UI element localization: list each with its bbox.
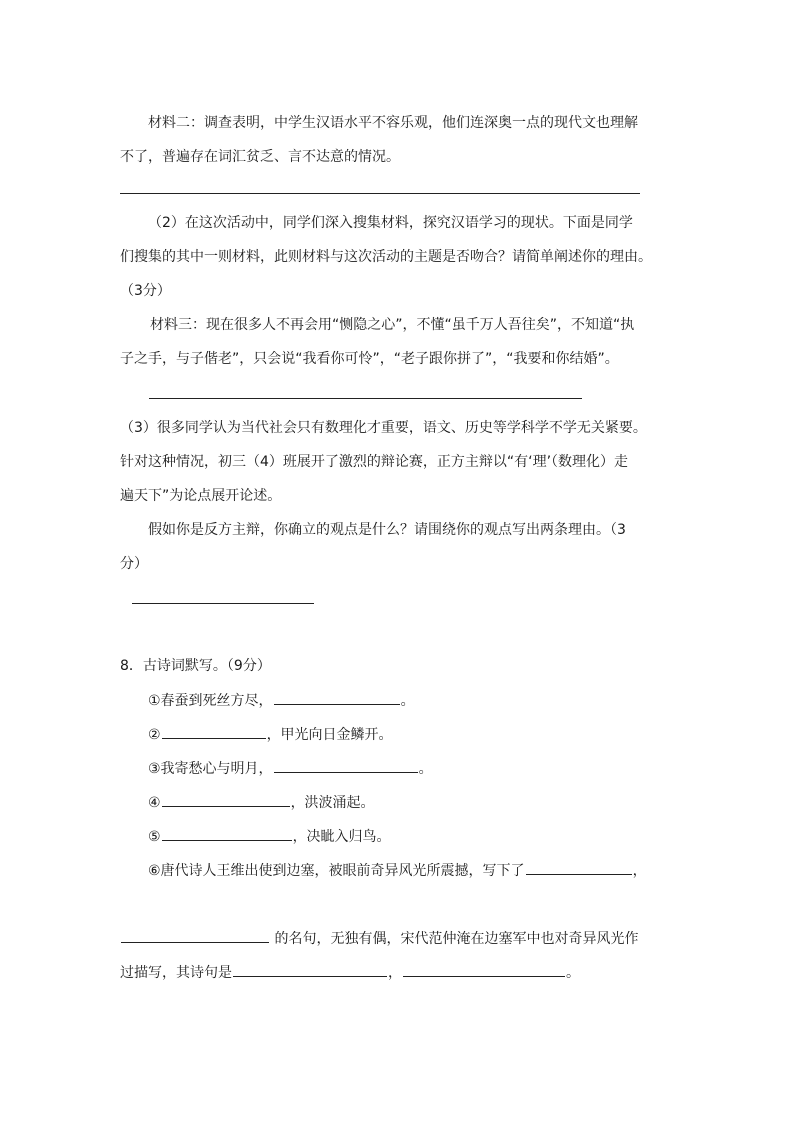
q3-line4: 假如你是反方主辩，你确立的观点是什么？请围绕你的观点写出两条理由。（3 xyxy=(148,522,626,538)
fill-blank[interactable] xyxy=(526,860,632,875)
q8-title: 8．古诗词默写。（9分） xyxy=(120,658,271,674)
fill-blank[interactable] xyxy=(121,928,269,943)
material3-line1: 材料三：现在很多人不再会用“恻隐之心”，不懂“虽千万人吾往矣”，不知道“执 xyxy=(150,317,635,333)
fill-blank[interactable] xyxy=(162,724,266,739)
poem-item-text: ④ xyxy=(148,795,161,811)
fill-blank[interactable] xyxy=(162,792,290,807)
poem-continuation-2 xyxy=(120,962,580,983)
poem-item-text: ，甲光向日金鳞开。 xyxy=(266,727,393,743)
fill-blank[interactable] xyxy=(233,962,387,977)
poem-item-text: 。 xyxy=(418,761,433,777)
q2-line3: （3分） xyxy=(120,283,171,299)
q3-line5: 分） xyxy=(120,556,148,572)
answer-line-3[interactable] xyxy=(132,603,314,604)
q2-line2: 们搜集的其中一则材料，此则材料与这次活动的主题是否吻合？请简单阐述你的理由。 xyxy=(120,249,652,265)
material2-line2: 不了，普遍存在词汇贫乏、言不达意的情况。 xyxy=(120,149,400,165)
poem-item-text: ，洪波涌起。 xyxy=(290,795,375,811)
poem-item-1 xyxy=(148,690,415,711)
poem-item-text: 过描写，其诗句是 xyxy=(120,965,232,981)
poem-item-5 xyxy=(148,826,391,847)
poem-continuation-1 xyxy=(120,928,638,949)
poem-item-text: ①春蚕到死丝方尽， xyxy=(148,693,273,709)
poem-item-text: ，决眦入归鸟。 xyxy=(292,829,391,845)
poem-item-text: 。 xyxy=(566,965,580,981)
q3-line2: 针对这种情况，初三（4）班展开了激烈的辩论赛，正方主辩以“有‘理’（数理化）走 xyxy=(120,454,629,470)
poem-item-text: ⑤ xyxy=(148,829,161,845)
answer-line-2[interactable] xyxy=(149,398,582,399)
q3-line3: 遍天下”为论点展开论述。 xyxy=(120,488,282,504)
poem-item-text: ⑥唐代诗人王维出使到边塞，被眼前奇异风光所震撼，写下了 xyxy=(148,863,525,879)
poem-item-text: ② xyxy=(148,727,161,743)
poem-item-text: ， xyxy=(632,863,647,879)
poem-item-4 xyxy=(148,792,375,813)
fill-blank[interactable] xyxy=(274,690,400,705)
fill-blank[interactable] xyxy=(403,962,565,977)
poem-item-text: ， xyxy=(388,965,402,981)
answer-line-1[interactable] xyxy=(120,193,640,194)
fill-blank[interactable] xyxy=(274,758,418,773)
q2-line1: （2）在这次活动中，同学们深入搜集材料，探究汉语学习的现状。下面是同学 xyxy=(148,215,633,231)
fill-blank[interactable] xyxy=(162,826,292,841)
q3-line1: （3）很多同学认为当代社会只有数理化才重要，语文、历史等学科学不学无关紧要。 xyxy=(120,420,647,436)
poem-item-3 xyxy=(148,758,433,779)
poem-item-text: 的名句，无独有偶，宋代范仲淹在边塞军中也对奇异风光作 xyxy=(274,931,639,947)
poem-item-text: ③我寄愁心与明月， xyxy=(148,761,273,777)
poem-item-text: 。 xyxy=(400,693,415,709)
poem-item-2 xyxy=(148,724,393,745)
material2-line1: 材料二：调查表明，中学生汉语水平不容乐观，他们连深奥一点的现代文也理解 xyxy=(148,115,638,131)
poem-item-6 xyxy=(148,860,647,881)
material3-line2: 子之手，与子偕老”，只会说“我看你可怜”，“老子跟你拼了”，“我要和你结婚”。 xyxy=(120,351,619,367)
